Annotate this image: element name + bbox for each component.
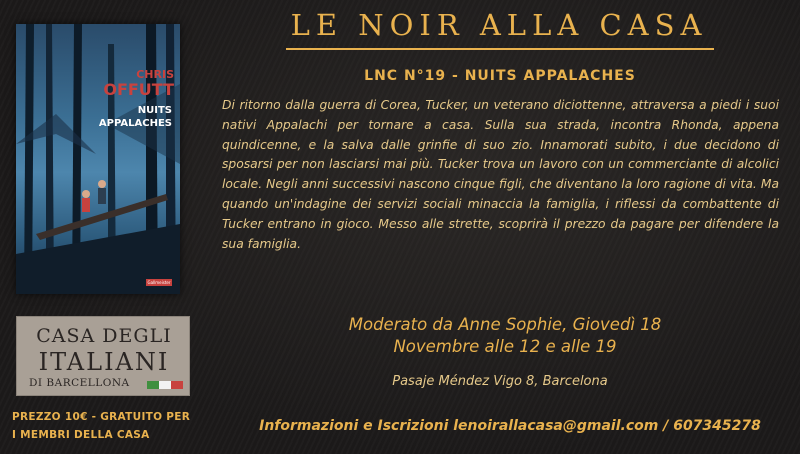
event-address: Pasaje Méndez Vigo 8, Barcelona — [392, 374, 608, 389]
price-line-1: PREZZO 10€ - GRATUITO PER — [12, 411, 191, 423]
logo-line-3: DI BARCELLONA — [29, 377, 130, 389]
contact-info: Informazioni e Iscrizioni lenoirallacasa@gmail.com / 607345278 — [259, 418, 761, 434]
price-line-2: I MEMBRI DELLA CASA — [12, 429, 150, 441]
book-description: Di ritorno dalla guerra di Corea, Tucker, un veterano diciottenne, attraversa a piedi i suoi nativi Appalachi per tornare a casa. Sulla sua strada, incontra Rhonda, appena quindicenne, e la salva dalle grinfie di suo zio. Innamorati subito, i due decidono di sposarsi per non lasciarsi mai più. Tucker trova un lavoro con un commerciante di alcolici locale. Negli anni successivi nascono cinque figli, che diventano la loro ragione di vita. Ma quando un'indagine dei servizi sociali minaccia la famiglia, i riflessi da combattente di Tucker entrano in gioco. Messo alle strette, scoprirà il prezzo da pagare per difendere la sua famiglia. — [222, 98, 779, 251]
flag-white — [159, 381, 171, 389]
cover-author-last: OFFUTT — [103, 80, 174, 99]
event-subtitle: LNC N°19 - NUITS APPALACHES — [364, 68, 636, 84]
flag-red — [171, 381, 183, 389]
cover-author-first: CHRIS — [136, 68, 174, 81]
italian-flag-icon — [147, 381, 183, 389]
cover-title: NUITS APPALACHES — [98, 105, 172, 129]
casa-degli-italiani-logo — [16, 316, 190, 396]
book-cover — [16, 24, 180, 294]
moderator-line-1: Moderato da Anne Sophie, Giovedì 18 — [348, 315, 662, 334]
moderator-line-2: Novembre alle 12 e alle 19 — [393, 337, 617, 356]
main-title: LE NOIR ALLA CASA — [290, 8, 708, 42]
logo-line-2: ITALIANI — [38, 348, 170, 376]
cover-author — [103, 68, 174, 99]
price-info — [12, 408, 212, 444]
cover-publisher: Gallmeister — [147, 280, 171, 285]
moderator-info — [270, 314, 740, 358]
logo-line-1: CASA DEGLI — [36, 325, 172, 347]
flag-green — [147, 381, 159, 389]
forest-illustration — [16, 24, 180, 294]
title-divider — [286, 48, 714, 50]
